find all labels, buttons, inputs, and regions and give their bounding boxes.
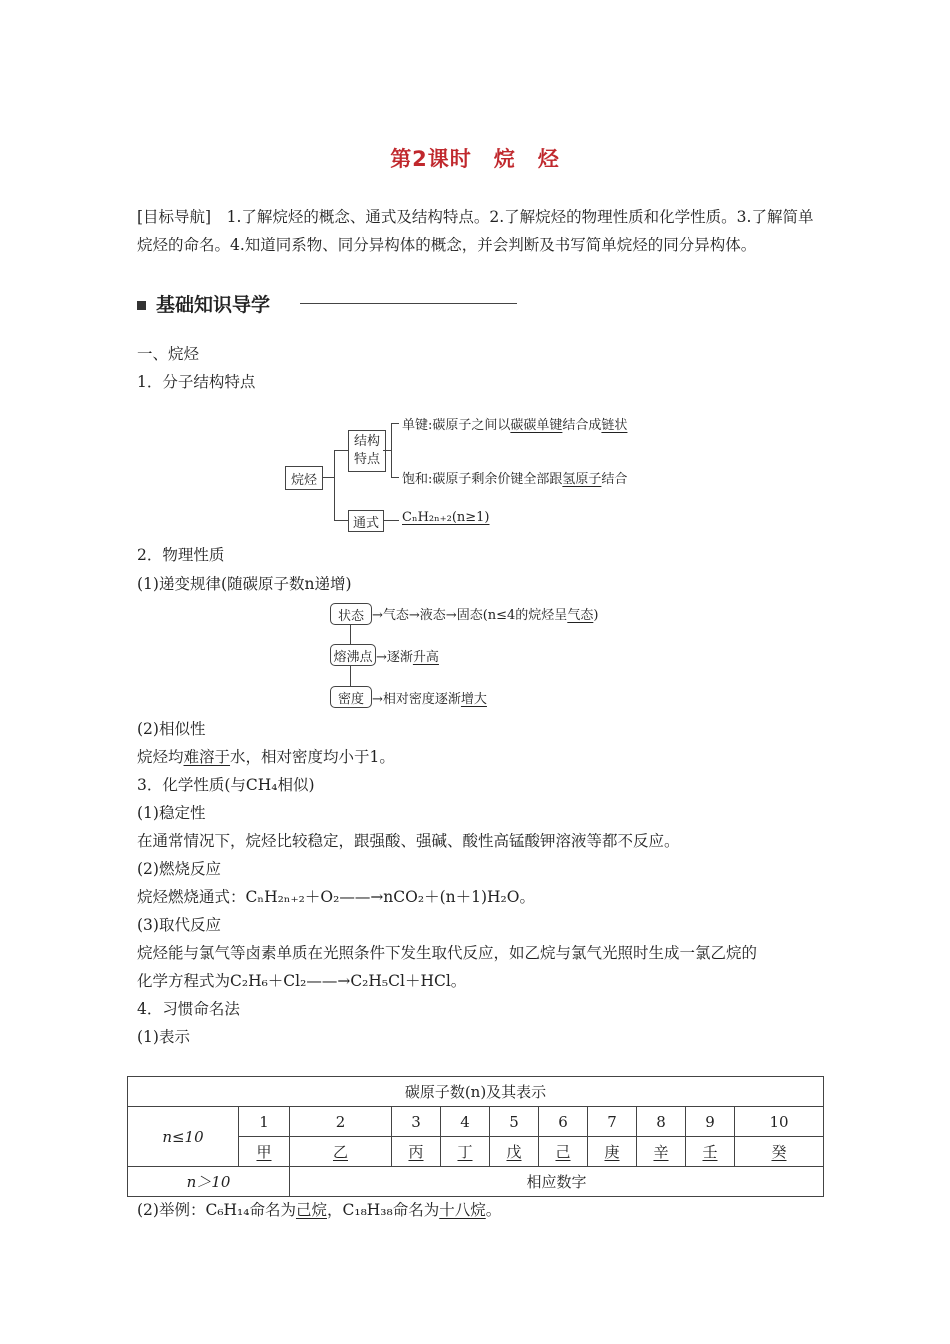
section-heading [137,290,270,317]
combustion-text: 烷烃燃烧通式：CₙH₂ₙ₊₂＋O₂——→nCO₂＋(n＋1)H₂O。 [137,888,535,906]
table-cell: 3 [392,1107,441,1137]
heading-representation: (1)表示 [137,1028,190,1046]
diagram-root-box: 烷烃 [285,466,323,490]
heading-trend: (1)递变规律(随碳原子数n递增) [137,575,352,593]
table-cell: 辛 [637,1137,686,1167]
density-box: 密度 [330,686,372,708]
table-cell: 壬 [686,1137,735,1167]
row-label-gt10: n＞10 [128,1167,290,1197]
density-trend-text: →相对密度逐渐增大 [372,692,487,707]
table-cell: 9 [686,1107,735,1137]
table-cell: 丙 [392,1137,441,1167]
heading-similarity: (2)相似性 [137,720,206,738]
connector [334,450,348,451]
connector [350,666,351,686]
heading-structure: 1．分子结构特点 [137,373,256,391]
table-cell: 2 [290,1107,392,1137]
connector [383,520,399,521]
table-cell: 相应数字 [290,1167,824,1197]
heading-stability: (1)稳定性 [137,804,206,822]
table-cell: 庚 [588,1137,637,1167]
table-cell: 甲 [239,1137,290,1167]
general-formula: CₙH₂ₙ₊₂(n≥1) [402,510,490,525]
structure-feature-box: 结构特点 [348,430,386,472]
saturated-text: 饱和:碳原子剩余价键全部跟氢原子结合 [402,472,628,487]
connector [350,625,351,644]
table-cell: 5 [490,1107,539,1137]
table-cell: 4 [441,1107,490,1137]
heading-chemical: 3．化学性质(与CH₄相似) [137,776,315,794]
section-divider [300,303,517,304]
table-cell: 1 [239,1107,290,1137]
table-cell: 癸 [735,1137,824,1167]
section-heading-text: 基础知识导学 [156,294,271,316]
connector [322,477,334,478]
heading-alkane: 一、烷烃 [137,345,200,363]
stability-text: 在通常情况下，烷烃比较稳定，跟强酸、强碱、酸性高锰酸钾溶液等都不反应。 [137,832,680,850]
connector [391,423,399,424]
connector [391,477,399,478]
mp-trend-text: →逐渐升高 [376,650,439,665]
single-bond-text: 单键:碳原子之间以碳碳单键结合成链状 [402,418,628,433]
learning-goals: [目标导航] 1.了解烷烃的概念、通式及结构特点。2.了解烷烃的物理性质和化学性质。3.了解简单烷烃的命名。4.知道同系物、同分异构体的概念，并会判断及书写简单烷烃的同分异构体。 [137,208,814,254]
connector [383,450,391,451]
table-cell: 7 [588,1107,637,1137]
substitution-text-1: 烷烃能与氯气等卤素单质在光照条件下发生取代反应，如乙烷与氯气光照时生成一氯乙烷的 [137,944,758,962]
heading-naming: 4．习惯命名法 [137,1000,240,1018]
table-cell: 乙 [290,1137,392,1167]
table-cell: 6 [539,1107,588,1137]
connector [391,423,392,477]
formula-box: 通式 [348,510,384,532]
heading-combustion: (2)燃烧反应 [137,860,221,878]
melting-point-box: 熔沸点 [330,644,376,666]
square-bullet-icon [137,301,146,310]
table-header: 碳原子数(n)及其表示 [128,1077,824,1107]
state-trend-text: →气态→液态→固态(n≤4的烷烃呈气态) [372,608,599,623]
table-cell: 戊 [490,1137,539,1167]
example-text: (2)举例：C₆H₁₄命名为己烷，C₁₈H₃₈命名为十八烷。 [137,1201,502,1219]
connector [334,520,348,521]
table-cell: 己 [539,1137,588,1167]
connector [334,450,335,520]
table-cell: 8 [637,1107,686,1137]
table-cell: 丁 [441,1137,490,1167]
heading-substitution: (3)取代反应 [137,916,221,934]
row-label-le10: n≤10 [128,1107,239,1167]
page-title: 第2课时 烷 烃 [390,147,560,171]
similarity-text: 烷烃均难溶于水，相对密度均小于1。 [137,748,395,766]
state-box: 状态 [330,603,372,625]
table-cell: 10 [735,1107,824,1137]
naming-table [127,1076,824,1197]
substitution-text-2: 化学方程式为C₂H₆＋Cl₂——→C₂H₅Cl＋HCl。 [137,972,467,990]
heading-physical: 2．物理性质 [137,546,225,564]
